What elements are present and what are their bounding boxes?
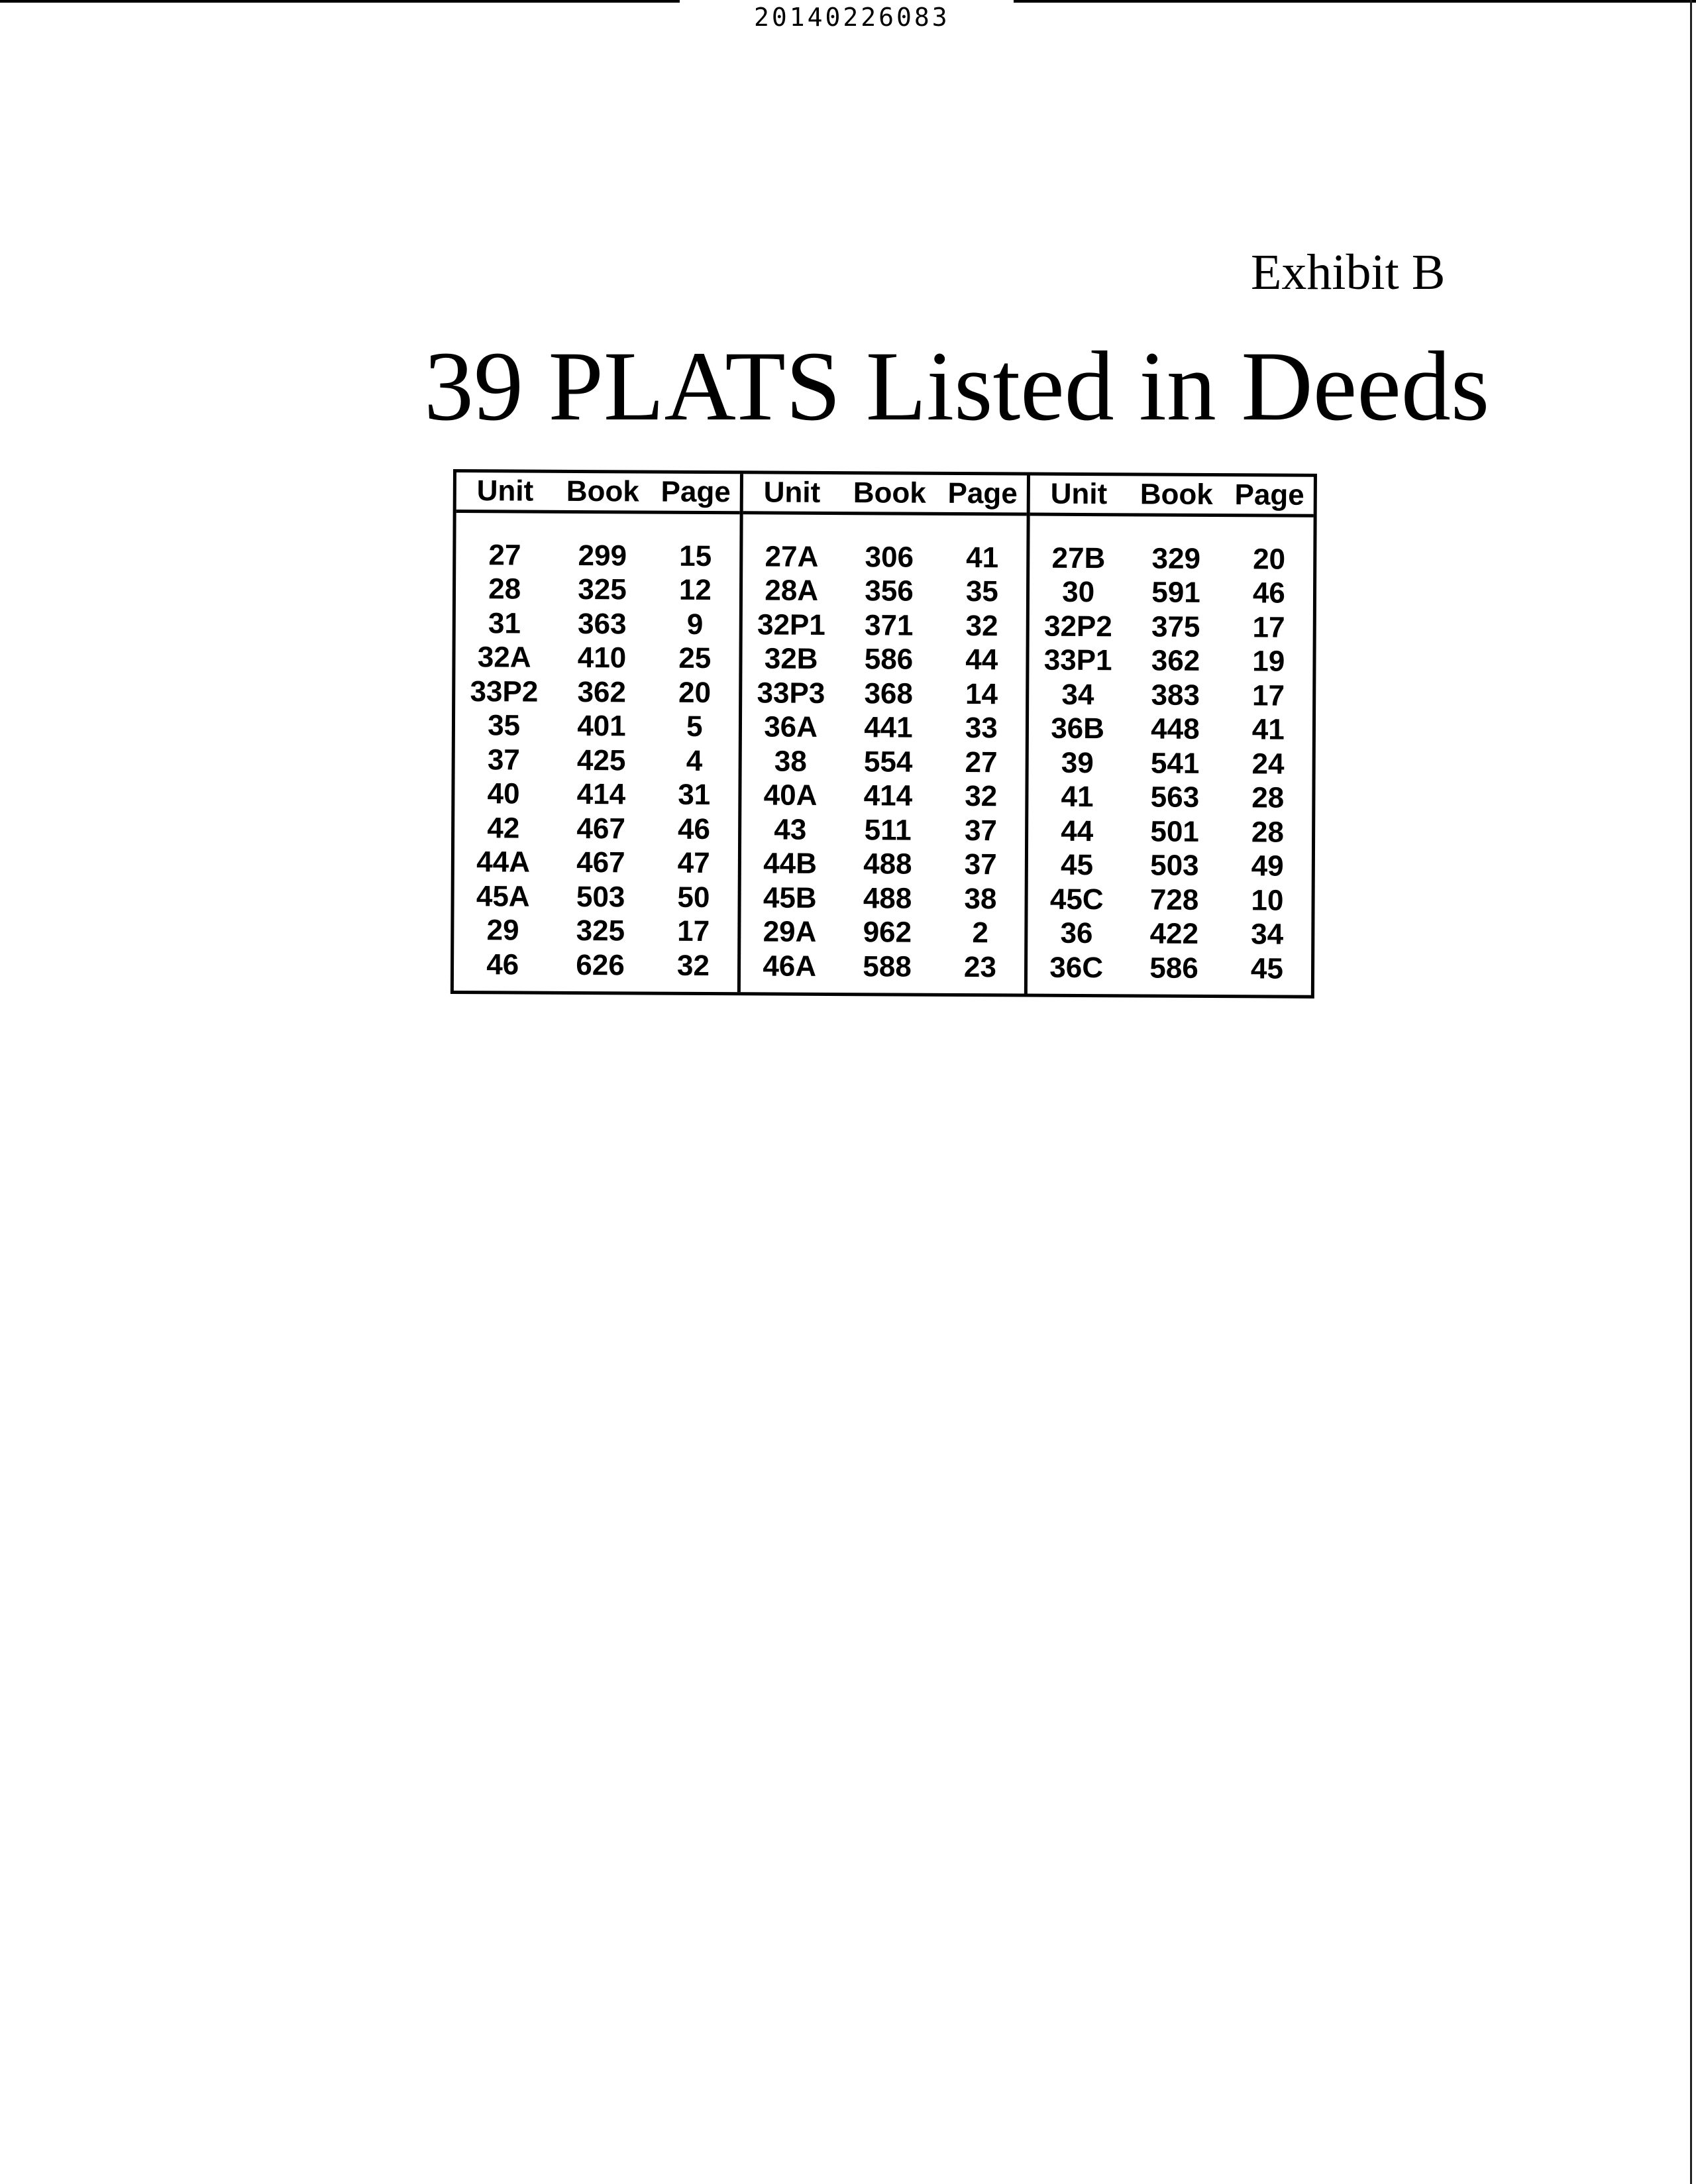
table-row bbox=[742, 676, 1026, 712]
table-header-row bbox=[1030, 476, 1314, 518]
book-cell: 501 bbox=[1150, 815, 1199, 848]
page-cell: 44 bbox=[965, 643, 998, 677]
unit-cell: 43 bbox=[774, 813, 807, 846]
table-row bbox=[742, 710, 1026, 746]
table-row bbox=[741, 847, 1025, 883]
page-cell: 32 bbox=[965, 780, 998, 813]
table-row bbox=[741, 915, 1024, 951]
table-row bbox=[454, 846, 738, 881]
page-cell: 15 bbox=[679, 539, 712, 573]
book-cell: 425 bbox=[576, 743, 626, 777]
page-cell: 17 bbox=[677, 915, 710, 948]
unit-cell: 32B bbox=[764, 642, 818, 676]
unit-cell: 36B bbox=[1051, 712, 1105, 745]
book-cell: 375 bbox=[1151, 610, 1200, 643]
page-cell: 9 bbox=[686, 608, 704, 641]
table-row bbox=[455, 743, 739, 779]
book-cell: 383 bbox=[1151, 679, 1200, 712]
column-header-book: Book bbox=[566, 474, 639, 508]
book-cell: 541 bbox=[1150, 747, 1200, 780]
page-cell: 37 bbox=[964, 848, 997, 881]
document-number: 20140226083 bbox=[754, 3, 950, 32]
page-cell: 32 bbox=[965, 609, 998, 643]
page-cell: 2 bbox=[972, 916, 989, 950]
book-cell: 414 bbox=[576, 778, 626, 811]
table-row bbox=[741, 881, 1024, 916]
book-cell: 467 bbox=[576, 812, 626, 846]
top-border-left bbox=[0, 0, 680, 3]
table-header-row bbox=[743, 474, 1027, 516]
page-cell: 28 bbox=[1251, 781, 1285, 814]
unit-cell: 35 bbox=[488, 709, 521, 742]
book-cell: 563 bbox=[1150, 781, 1200, 814]
page-cell: 41 bbox=[1251, 713, 1285, 746]
page-cell: 31 bbox=[678, 779, 711, 812]
book-cell: 362 bbox=[1151, 644, 1200, 678]
unit-cell: 27A bbox=[765, 540, 819, 573]
table-body bbox=[454, 513, 740, 983]
column-header-page: Page bbox=[947, 476, 1018, 510]
page-cell: 17 bbox=[1252, 611, 1285, 644]
table-row bbox=[455, 709, 739, 745]
page-cell: 49 bbox=[1251, 849, 1284, 883]
table-row bbox=[743, 539, 1026, 575]
table-row bbox=[454, 811, 738, 847]
page-cell: 47 bbox=[677, 847, 710, 880]
page-cell: 23 bbox=[963, 950, 997, 984]
page-cell: 17 bbox=[1251, 679, 1285, 712]
page-cell: 19 bbox=[1252, 645, 1285, 678]
book-cell: 329 bbox=[1151, 542, 1201, 575]
unit-cell: 45B bbox=[763, 881, 817, 914]
unit-cell: 42 bbox=[487, 812, 520, 845]
page-cell: 32 bbox=[676, 949, 710, 982]
table-row bbox=[1028, 951, 1311, 987]
table-body bbox=[741, 514, 1027, 985]
unit-cell: 36 bbox=[1060, 917, 1093, 950]
page-cell: 33 bbox=[965, 712, 998, 745]
table-header-row bbox=[456, 472, 740, 514]
page-cell: 27 bbox=[965, 745, 998, 779]
table-row bbox=[454, 914, 737, 950]
column-header-page: Page bbox=[1234, 478, 1304, 512]
unit-cell: 33P3 bbox=[757, 677, 825, 710]
column-header-unit: Unit bbox=[1050, 477, 1108, 511]
page-cell: 4 bbox=[686, 744, 703, 777]
page-cell: 20 bbox=[1253, 543, 1286, 576]
unit-cell: 41 bbox=[1061, 781, 1094, 814]
page-cell: 25 bbox=[678, 642, 712, 675]
book-cell: 368 bbox=[864, 677, 914, 710]
table-row bbox=[1028, 883, 1311, 918]
unit-cell: 45 bbox=[1060, 849, 1094, 882]
table-group bbox=[1028, 476, 1314, 995]
book-cell: 511 bbox=[864, 814, 912, 847]
unit-cell: 29A bbox=[763, 915, 817, 949]
table-row bbox=[454, 777, 738, 813]
page-cell: 46 bbox=[677, 812, 711, 846]
book-cell: 325 bbox=[576, 914, 625, 948]
page-cell: 46 bbox=[1252, 576, 1285, 610]
book-cell: 488 bbox=[863, 847, 912, 881]
unit-cell: 32P1 bbox=[757, 608, 825, 641]
table-row bbox=[1028, 814, 1312, 850]
book-cell: 503 bbox=[576, 880, 625, 914]
book-cell: 422 bbox=[1149, 917, 1199, 951]
column-header-page: Page bbox=[661, 475, 731, 509]
unit-cell: 46 bbox=[486, 948, 519, 981]
table-body bbox=[1028, 516, 1314, 987]
table-row bbox=[1030, 541, 1313, 577]
unit-cell: 45A bbox=[476, 879, 530, 913]
table-row bbox=[1030, 575, 1313, 611]
book-cell: 503 bbox=[1150, 849, 1199, 883]
book-cell: 441 bbox=[864, 711, 913, 744]
unit-cell: 40 bbox=[487, 777, 520, 810]
book-cell: 554 bbox=[863, 745, 913, 779]
table-row bbox=[741, 779, 1025, 814]
book-cell: 306 bbox=[865, 541, 914, 574]
exhibit-label: Exhibit B bbox=[1251, 245, 1446, 300]
table-row bbox=[743, 608, 1026, 643]
unit-cell: 32A bbox=[477, 641, 531, 674]
book-cell: 363 bbox=[577, 607, 627, 641]
unit-cell: 36C bbox=[1049, 951, 1104, 984]
column-header-book: Book bbox=[853, 476, 926, 510]
page-cell: 50 bbox=[677, 881, 710, 914]
unit-cell: 33P2 bbox=[470, 675, 539, 708]
book-cell: 586 bbox=[864, 643, 914, 676]
book-cell: 467 bbox=[576, 846, 625, 879]
page-cell: 34 bbox=[1251, 918, 1284, 951]
book-cell: 325 bbox=[578, 573, 627, 606]
plats-table bbox=[450, 469, 1317, 999]
table-row bbox=[455, 641, 739, 677]
column-header-book: Book bbox=[1140, 478, 1213, 512]
table-group bbox=[741, 474, 1030, 993]
page-edge-line bbox=[1690, 0, 1692, 2184]
table-row bbox=[454, 948, 737, 983]
table-row bbox=[742, 744, 1026, 780]
book-cell: 299 bbox=[578, 539, 627, 573]
unit-cell: 27 bbox=[488, 539, 521, 572]
book-cell: 591 bbox=[1151, 576, 1200, 610]
table-row bbox=[1029, 643, 1312, 679]
unit-cell: 44A bbox=[476, 846, 531, 879]
unit-cell: 38 bbox=[774, 745, 807, 778]
unit-cell: 31 bbox=[488, 607, 521, 640]
unit-cell: 27B bbox=[1051, 541, 1106, 574]
table-row bbox=[456, 606, 739, 642]
unit-cell: 46A bbox=[763, 950, 817, 983]
page-cell: 45 bbox=[1250, 952, 1284, 985]
page-title: 39 PLATS Listed in Deeds bbox=[424, 331, 1490, 441]
table-row bbox=[741, 949, 1024, 985]
page-cell: 41 bbox=[966, 541, 999, 574]
top-border-right bbox=[1014, 0, 1696, 3]
page-cell: 14 bbox=[965, 677, 998, 711]
page-cell: 5 bbox=[686, 710, 703, 743]
book-cell: 362 bbox=[577, 675, 627, 709]
book-cell: 356 bbox=[865, 574, 914, 608]
page-cell: 38 bbox=[964, 882, 997, 916]
table-row bbox=[1028, 848, 1312, 884]
table-row bbox=[741, 812, 1025, 848]
table-row bbox=[455, 675, 739, 710]
column-header-unit: Unit bbox=[763, 476, 821, 509]
table-row bbox=[456, 538, 739, 574]
page-cell: 10 bbox=[1251, 884, 1284, 917]
page-cell: 28 bbox=[1251, 816, 1285, 849]
unit-cell: 33P1 bbox=[1043, 643, 1112, 677]
table-row bbox=[1028, 780, 1312, 816]
unit-cell: 44B bbox=[763, 847, 818, 881]
page-cell: 37 bbox=[964, 814, 998, 847]
unit-cell: 30 bbox=[1062, 576, 1095, 609]
book-cell: 371 bbox=[864, 609, 914, 642]
table-row bbox=[743, 574, 1026, 610]
table-row bbox=[1028, 916, 1311, 952]
book-cell: 414 bbox=[863, 779, 913, 812]
unit-cell: 39 bbox=[1061, 746, 1094, 779]
book-cell: 626 bbox=[576, 948, 625, 982]
page-cell: 20 bbox=[678, 676, 712, 709]
book-cell: 586 bbox=[1149, 952, 1198, 985]
table-row bbox=[1030, 610, 1313, 645]
book-cell: 448 bbox=[1151, 712, 1200, 746]
table-row bbox=[1029, 746, 1312, 782]
page-cell: 12 bbox=[678, 574, 712, 607]
unit-cell: 28A bbox=[765, 574, 819, 608]
book-cell: 410 bbox=[577, 641, 627, 675]
unit-cell: 45C bbox=[1049, 883, 1104, 916]
book-cell: 962 bbox=[863, 916, 912, 949]
table-row bbox=[456, 573, 739, 608]
table-row bbox=[454, 879, 737, 915]
unit-cell: 44 bbox=[1061, 814, 1094, 847]
column-header-unit: Unit bbox=[476, 474, 534, 508]
table-group bbox=[454, 472, 743, 992]
book-cell: 728 bbox=[1149, 883, 1199, 916]
unit-cell: 32P2 bbox=[1043, 610, 1112, 643]
unit-cell: 29 bbox=[486, 914, 519, 947]
unit-cell: 34 bbox=[1061, 678, 1094, 711]
book-cell: 488 bbox=[863, 881, 912, 915]
table-row bbox=[1029, 678, 1312, 714]
unit-cell: 37 bbox=[487, 743, 520, 777]
table-row bbox=[1029, 712, 1312, 747]
unit-cell: 36A bbox=[764, 710, 818, 744]
table-row bbox=[742, 642, 1026, 678]
unit-cell: 28 bbox=[488, 573, 521, 606]
page-cell: 24 bbox=[1251, 747, 1285, 781]
page-cell: 35 bbox=[965, 575, 998, 608]
book-cell: 401 bbox=[577, 710, 626, 743]
book-cell: 588 bbox=[863, 950, 912, 983]
unit-cell: 40A bbox=[763, 779, 818, 812]
